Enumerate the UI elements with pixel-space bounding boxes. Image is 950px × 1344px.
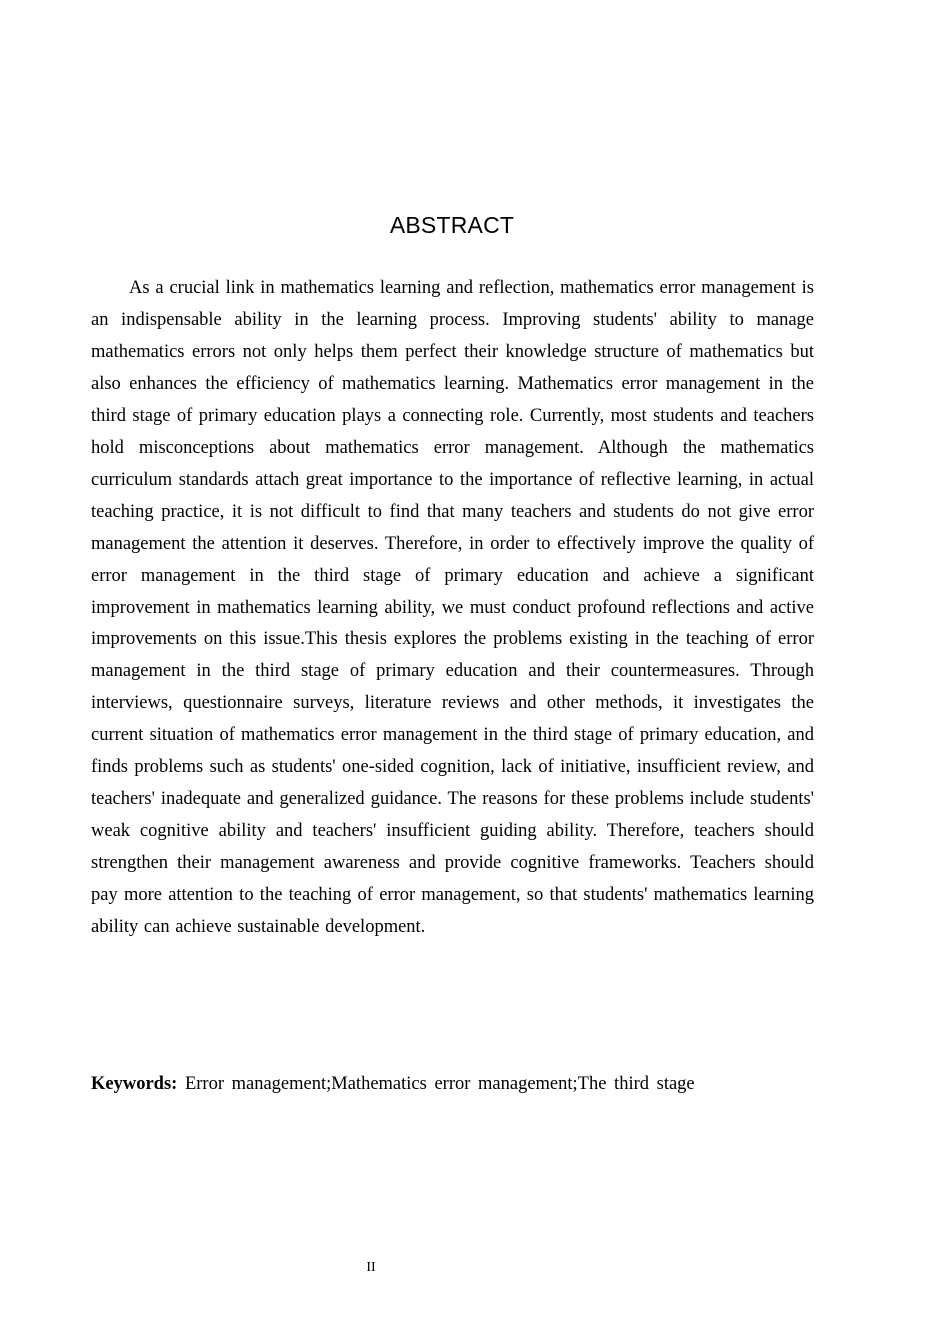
keywords-value: Error management;Mathematics error management;The third stage [184,1074,695,1094]
keywords-label: Keywords: [91,1074,178,1094]
abstract-body: As a crucial link in mathematics learning and reflection, mathematics error management is an indispensable ability in the learning process. Improving students' ability to manage mathematics errors not only helps them perfect their knowledge structure of mathematics but also enhances the efficiency of mathematics learning. Mathematics error management in the third stage of primary education plays a connecting role. Currently, most students and teachers hold misconceptions about mathematics error management. Although the mathematics curriculum standards attach great importance to the importance of reflective learning, in actual teaching practice, it is not difficult to find that many teachers and students do not give error management the attention it deserves. Therefore, in order to effectively improve the quality of error management in the third stage of primary education and achieve a significant improvement in mathematics learning ability, we must conduct profound reflections and active improvements on this issue.This thesis explores the problems existing in the teaching of error management in the third stage of primary education and their countermeasures. Through interviews, questionnaire surveys, literature reviews and other methods, it investigates the current situation of mathematics error management in the third stage of primary education, and finds problems such as students' one-sided cognition, lack of initiative, insufficient review, and teachers' inadequate and generalized guidance. The reasons for these problems include students' weak cognitive ability and teachers' insufficient guiding ability. Therefore, teachers should strengthen their management awareness and provide cognitive frameworks. Teachers should pay more attention to the teaching of error management, so that students' mathematics learning ability can achieve sustainable development. [91,278,814,938]
page-number: II [366,1260,376,1275]
abstract-title: ABSTRACT [389,212,515,238]
keywords-line [91,1068,814,1100]
